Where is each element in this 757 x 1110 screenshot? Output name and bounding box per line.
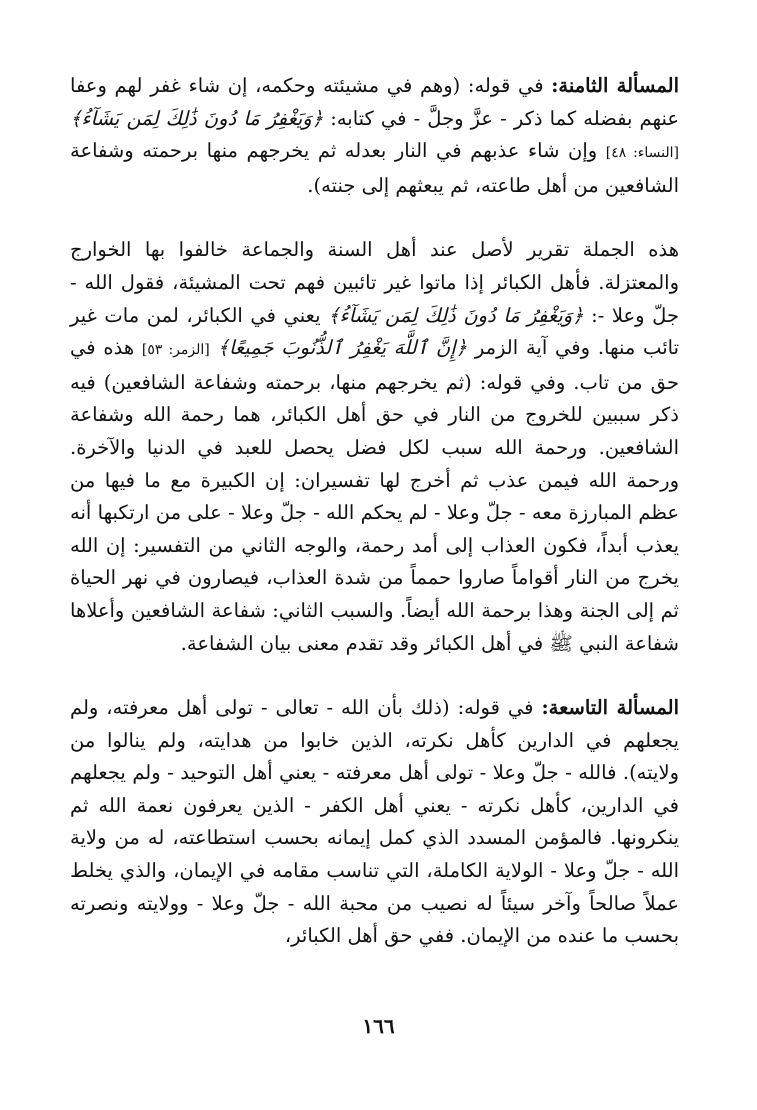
page-body [70, 70, 679, 1050]
section-heading: المسألة التاسعة: [541, 696, 679, 720]
paragraph [70, 234, 679, 660]
page-number: ١٦٦ [362, 1014, 395, 1038]
body-text: يعني في الكبائر، لمن مات غير تائب منها. وفي آية الزمر [70, 303, 680, 360]
paragraph [70, 692, 679, 953]
quran-verse: ﴿إِنَّ ٱللَّهَ يَغْفِرُ ٱلذُّنُوبَ جَمِيعًا﴾ [217, 336, 468, 360]
verse-reference: [الزمر: ٥٣] [141, 342, 210, 359]
quran-verse: ﴿وَيَغْفِرُ مَا دُونَ ذَٰلِكَ لِمَن يَشَآءُ﴾ [70, 106, 324, 130]
body-text: وإن شاء عذبهم في النار بعدله ثم يخرجهم منها برحمته وشفاعة الشافعين من أهل طاعته، ثم يبعثهم إلى جنته). [70, 139, 679, 197]
section-heading: المسألة الثامنة: [551, 74, 679, 97]
body-text: في قوله: (ذلك بأن الله - تعالى - تولى أهل معرفته، ولم يجعلهم في الدارين كأهل نكرته، الذين خابوا من هدايته، ولم ينالوا من ولايته). فالله - جلّ وعلا - تولى أهل معرفته - يعني أهل التوحيد - ولم يجعلهم في الدارين، كأهل نكرته - يعني أهل الكفر - الذين يعرفون نعمة الله ثم ينكرونها. فالمؤمن المسدد الذي كمل إيمانه بحسب استطاعته، له من ولاية الله - جلّ وعلا - الولاية الكاملة، التي تناسب مقامه في الإيمان، والذي يخلط عملاً صالحاً وآخر سيئاً له نصيب من محبة الله - جلّ وعلا - وولايته ونصرته بحسب ما عنده من الإيمان. ففي حق أهل الكبائر، [70, 696, 679, 948]
paragraph [70, 70, 679, 202]
body-text: هذه في حق من تاب. وفي قوله: (ثم يخرجهم منها، برحمته وشفاعة الشافعين) فيه ذكر سببين للخروج من النار في حق أهل الكبائر، هما رحمة الله وشفاعة الشافعين. ورحمة الله سبب لكل فضل يحصل للعبد في الدنيا والآخرة. ورحمة الله فيمن عذب ثم أخرج لها تفسيران: إن الكبيرة مع ما فيها من عظم المبارزة معه - جلّ وعلا - لم يحكم الله - جلّ وعلا - على من ارتكبها أنه يعذب أبداً، فكون العذاب إلى أمد رحمة، والوجه الثاني من التفسير: إن الله يخرج من النار أقواماً صاروا حمماً من شدة العذاب، فيصارون في نهر الحياة ثم إلى الجنة وهذا برحمة الله أيضاً. والسبب الثاني: شفاعة الشافعين وأعلاها شفاعة النبي ﷺ في أهل الكبائر وقد تقدم معنى بيان الشفاعة. [70, 336, 679, 655]
body-text: هذه الجملة تقرير لأصل عند أهل السنة والجماعة خالفوا بها الخوارج والمعتزلة. فأهل الكبائر إذا ماتوا غير تائبين فهم تحت المشيئة، فقول الله - جلّ وعلا -: [70, 238, 679, 327]
body-text: في قوله: (وهم في مشيئته وحكمه، إن شاء غفر لهم وعفا عنهم بفضله كما ذكر - عزَّ وجلَّ - في كتابه: [70, 74, 679, 130]
verse-reference: [النساء: ٤٨] [605, 145, 679, 162]
quran-verse: ﴿وَيَغْفِرُ مَا دُونَ ذَٰلِكَ لِمَن يَشَآءُ﴾ [328, 303, 584, 327]
body-text [210, 336, 218, 359]
